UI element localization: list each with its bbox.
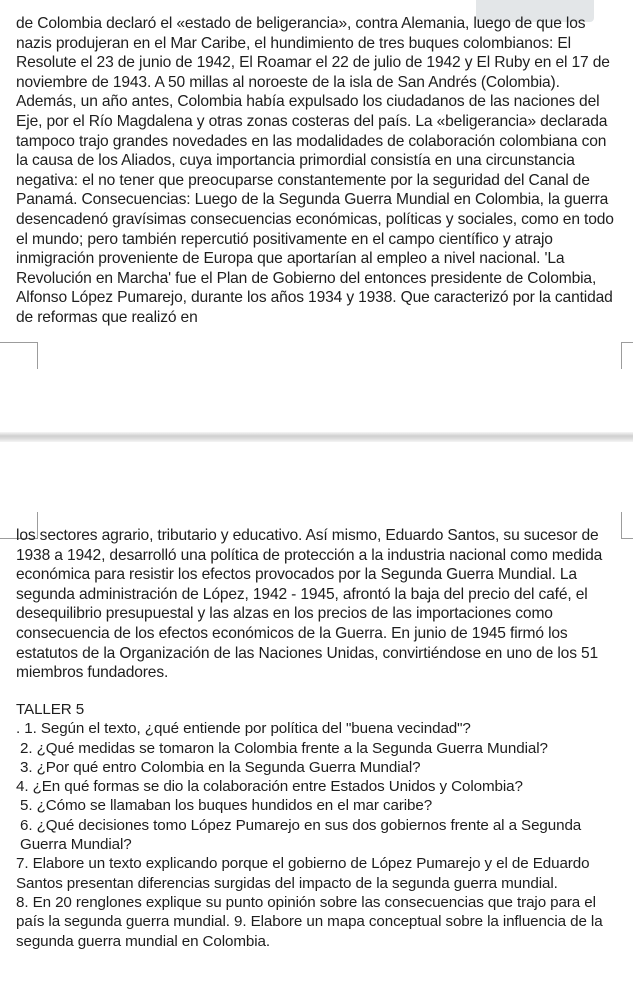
page-corner-top-left [0,342,38,369]
paragraph-bottom: los sectores agrario, tributario y educativo. Así mismo, Eduardo Santos, su sucesor de 1938 a 1942, desarrolló una política de protección a la industria nacional como medida económica para resistir los efectos provocados por la Segunda Guerra Mundial. La segunda administración de López, 1942 - 1945, afrontó la baja del precio del café, el desequilibrio presupuestal y las alzas en los precios de las importaciones como consecuencia de los efectos económicos de la Guerra. En junio de 1945 firmó los estatutos de la Organización de las Naciones Unidas, convirtiéndose en uno de los 51 miembros fundadores. [16,527,603,682]
history-text-top [16,14,622,328]
question-3: 3. ¿Por qué entro Colombia en la Segunda Guerra Mundial? [20,758,421,776]
question-2: 2. ¿Qué medidas se tomaron la Colombia frente a la Segunda Guerra Mundial? [20,739,548,757]
page-corner-top-right [621,342,633,369]
taller-section [16,700,622,951]
question-6: 6. ¿Qué decisiones tomo López Pumarejo en sus dos gobiernos frente al a Segunda Guerra Mundial? [20,816,582,854]
question-5: 5. ¿Cómo se llamaban los buques hundidos en el mar caribe? [20,797,433,815]
question-4: 4. ¿En qué formas se dio la colaboración entre Estados Unidos y Colombia? [16,778,523,796]
question-7: 7. Elabore un texto explicando porque el gobierno de López Pumarejo y el de Eduardo Santos presentan diferencias surgidas del impacto de la segunda guerra mundial. [16,855,590,892]
page-divider [0,432,633,442]
taller-title: TALLER 5 [16,701,85,718]
question-1: . 1. Según el texto, ¿qué entiende por política del "buena vecindad"? [16,720,471,738]
page-corner-bottom-right [621,512,633,539]
paragraph-top: de Colombia declaró el «estado de beligerancia», contra Alemania, luego de que los nazis produjeran en el Mar Caribe, el hundimiento de tres buques colombianos: El Resolute el 23 de junio de 1942, El Roamar el 22 de julio de 1942 y El Ruby en el 17 de noviembre de 1943. A 50 millas al noroeste de la isla de San Andrés (Colombia). Además, un año antes, Colombia había expulsado los ciudadanos de las naciones del Eje, por el Río Magdalena y otras zonas costeras del país. La «beligerancia» declarada tampoco trajo grandes novedades en las modalidades de colaboración colombiana con la causa de los Aliados, cuya importancia primordial consistía en una circunstancia negativa: el no tener que preocuparse constantemente por la seguridad del Canal de Panamá. Consecuencias: Luego de la Segunda Guerra Mundial en Colombia, la guerra desencadenó gravísimas consecuencias económicas, políticas y sociales, como en todo el mundo; pero también repercutió positivamente en el campo científico y atrajo inmigración proveniente de Europa que aportarían al empleo a nivel nacional. 'La Revolución en Marcha' fue el Plan de Gobierno del entonces presidente de Colombia, Alfonso López Pumarejo, durante los años 1934 y 1938. Que caracterizó por la cantidad de reformas que realizó en [16,15,614,326]
page-top [0,0,633,432]
history-text-bottom [16,526,622,683]
question-8-9: 8. En 20 renglones explique su punto opinión sobre las consecuencias que trajo para el país la segunda guerra mundial. 9. Elabore un mapa conceptual sobre la influencia de la segunda guerra mundial en Colombia. [16,893,603,950]
